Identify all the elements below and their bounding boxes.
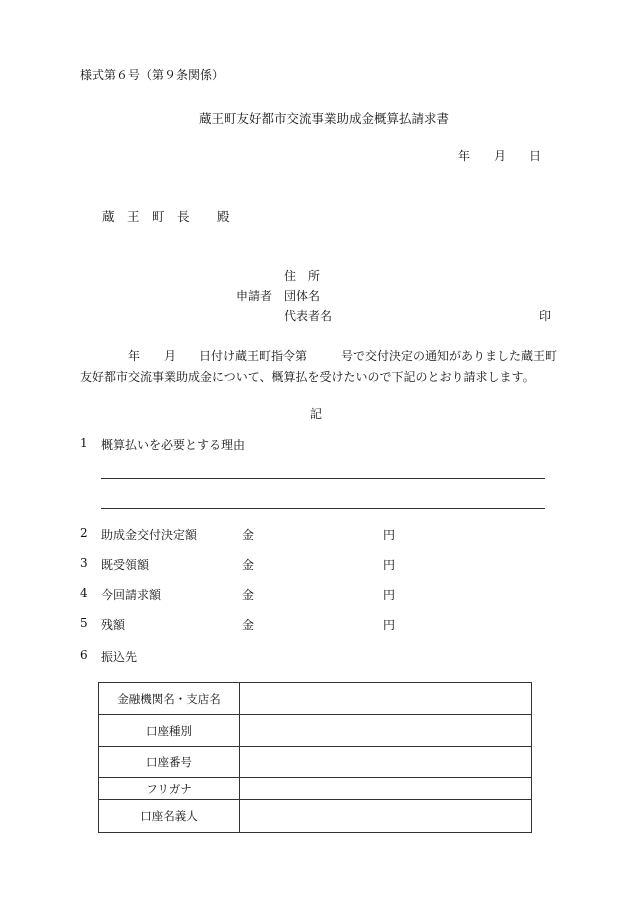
account-number-label: 口座番号 — [99, 747, 240, 778]
item-number: 2 — [80, 526, 88, 540]
item-number: 3 — [80, 556, 88, 570]
yen-mark: 円 — [383, 528, 396, 542]
item-number: 1 — [80, 436, 88, 450]
body-line2: 友好都市交流事業助成金について、概算払を受けたいので下記のとおり請求します。 — [80, 370, 535, 384]
form-number: 様式第６号（第９条関係） — [80, 68, 225, 82]
date-year: 年 — [458, 149, 471, 163]
table-row — [99, 747, 532, 778]
item-label: 既受領額 — [101, 558, 150, 572]
date-day: 日 — [529, 149, 542, 163]
document-title: 蔵王町友好都市交流事業助成金概算払請求書 — [199, 111, 450, 126]
account-holder-label: 口座名義人 — [99, 800, 240, 833]
body-order-prefix: 日付け蔵王町指令第 — [199, 349, 308, 363]
table-row — [99, 778, 532, 800]
date-month: 月 — [494, 149, 507, 163]
yen-mark: 円 — [383, 588, 396, 602]
table-row — [99, 715, 532, 747]
reason-line-2[interactable] — [101, 508, 545, 509]
body-month: 月 — [164, 349, 177, 363]
account-type-field[interactable] — [240, 715, 532, 747]
kin-mark: 金 — [242, 528, 255, 542]
kin-mark: 金 — [242, 618, 255, 632]
account-holder-field[interactable] — [240, 800, 532, 833]
item-label: 残額 — [101, 618, 126, 632]
applicant-label: 申請者 — [236, 289, 273, 303]
item-label: 概算払いを必要とする理由 — [101, 438, 246, 452]
bank-branch-field[interactable] — [240, 683, 532, 715]
bank-account-table — [98, 682, 532, 833]
bank-branch-label: 金融機関名・支店名 — [99, 683, 240, 715]
reason-line-1[interactable] — [101, 478, 545, 479]
representative-label: 代表者名 — [284, 309, 333, 323]
kin-mark: 金 — [242, 588, 255, 602]
table-row — [99, 800, 532, 833]
yen-mark: 円 — [383, 618, 396, 632]
item-number: 4 — [80, 586, 88, 600]
item-number: 6 — [80, 648, 88, 662]
yen-mark: 円 — [383, 558, 396, 572]
seal-mark: 印 — [539, 309, 552, 323]
address-label: 住 所 — [284, 269, 321, 283]
account-type-label: 口座種別 — [99, 715, 240, 747]
body-line1-tail: 号で交付決定の通知がありました蔵王町 — [341, 349, 558, 363]
furigana-field[interactable] — [240, 778, 532, 800]
addressee-honorific: 殿 — [217, 209, 230, 224]
item-label: 振込先 — [101, 650, 138, 664]
kin-mark: 金 — [242, 558, 255, 572]
account-number-field[interactable] — [240, 747, 532, 778]
item-label: 助成金交付決定額 — [101, 528, 198, 542]
item-number: 5 — [80, 616, 88, 630]
org-name-label: 団体名 — [284, 289, 321, 303]
item-label: 今回請求額 — [101, 588, 162, 602]
addressee-name: 蔵 王 町 長 — [102, 209, 190, 224]
furigana-label: フリガナ — [99, 778, 240, 800]
ki-heading: 記 — [310, 407, 323, 421]
body-year: 年 — [128, 349, 141, 363]
table-row — [99, 683, 532, 715]
